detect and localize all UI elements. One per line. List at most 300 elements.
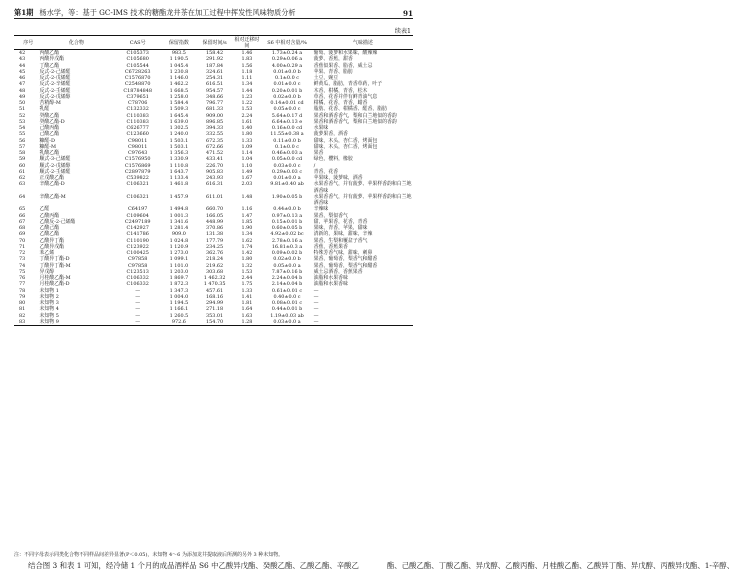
cell-odor: 果香，葡萄香，梨香气和醋香 bbox=[313, 256, 378, 263]
cell-cas: C2897879 bbox=[124, 168, 151, 175]
cell-relative-migration: 1.74 bbox=[241, 243, 253, 250]
cell-odor: 绿色，樱料，橡胶 bbox=[313, 156, 353, 163]
table-row bbox=[14, 181, 413, 194]
cell-relative-content: 0.46±0.03 a bbox=[271, 150, 303, 156]
cell-cas: — bbox=[135, 293, 141, 300]
cell-index: 52 bbox=[19, 112, 26, 119]
col-header-relative-migration: 相对迁移时间 bbox=[234, 36, 260, 49]
cell-index: 48 bbox=[19, 87, 26, 94]
cell-odor: 果香和酒香香气，梨和白兰地似的香韵 bbox=[313, 112, 397, 119]
cell-odor: — bbox=[313, 312, 319, 319]
cell-odor: 果香 bbox=[313, 150, 324, 156]
cell-retention-index: 1 258.0 bbox=[169, 93, 189, 100]
cell-retention-index: 1 457.9 bbox=[169, 193, 189, 200]
cell-retention-time: 370.86 bbox=[206, 225, 224, 231]
cell-retention-time: 394.33 bbox=[206, 125, 224, 131]
cell-relative-content: 1.19±0.03 ab bbox=[270, 312, 304, 319]
cell-odor: 青香，花香 bbox=[313, 168, 339, 175]
cell-relative-migration: 1.53 bbox=[241, 268, 253, 275]
col-header-odor: 气味描述 bbox=[313, 36, 413, 50]
cell-retention-time: 324.61 bbox=[206, 68, 224, 75]
cell-retention-index: 1 584.4 bbox=[169, 100, 189, 106]
cell-retention-time: 796.77 bbox=[206, 100, 224, 106]
cell-relative-content: 0.16±0.0 cd bbox=[271, 125, 303, 131]
cell-index: 49 bbox=[19, 93, 26, 100]
cell-compound: 月桂酸乙酯-D bbox=[39, 281, 70, 288]
cell-retention-time: 448.99 bbox=[206, 218, 224, 225]
cell-relative-content: 0.03±0.0 a bbox=[261, 319, 312, 326]
cell-retention-time: 332.55 bbox=[206, 131, 224, 138]
table-note: 注：不同字母表示同类化合物不同样品间差异显著(P＜0.05)，未知物 4～6 为添加龙井提取液后所测的另外 3 种未知物。 bbox=[14, 552, 284, 558]
cell-index: 61 bbox=[19, 168, 26, 175]
cell-retention-index: 1 190.5 bbox=[169, 56, 189, 63]
cell-compound: 辛酸乙酯-D bbox=[39, 181, 65, 188]
cell-relative-content: 0.14±0.01 cd bbox=[270, 100, 304, 106]
cell-compound: 乙酸反-2-己烯酯 bbox=[39, 218, 76, 225]
cell-index: 74 bbox=[19, 262, 26, 269]
cell-cas: C106321 bbox=[126, 193, 149, 200]
cell-relative-migration: 1.90 bbox=[241, 225, 253, 231]
cell-index: 53 bbox=[19, 118, 26, 125]
running-header bbox=[14, 4, 413, 19]
cell-index: 44 bbox=[19, 62, 26, 69]
cell-relative-migration: 1.40 bbox=[241, 125, 253, 131]
cell-retention-time: 291.92 bbox=[206, 56, 224, 63]
cell-index: 81 bbox=[19, 306, 26, 313]
cell-index: 83 bbox=[14, 319, 39, 326]
cell-cas: — bbox=[135, 312, 141, 319]
col-header-compound: 化合物 bbox=[39, 36, 115, 50]
cell-compound: 己酸乙酯 bbox=[39, 131, 60, 138]
cell-retention-index: 1 347.3 bbox=[169, 287, 189, 294]
cell-odor: 水果味 bbox=[313, 125, 329, 131]
cell-index: 77 bbox=[19, 281, 26, 288]
cell-index: 54 bbox=[19, 125, 26, 131]
cell-cas: C105373 bbox=[126, 50, 149, 56]
cell-odor: 油脂和水果香味 bbox=[313, 281, 348, 288]
cell-relative-content: 7.87±0.16 b bbox=[271, 268, 303, 275]
cell-retention-index: 1 203.0 bbox=[169, 268, 189, 275]
cell-retention-time: 433.41 bbox=[206, 156, 224, 163]
cell-relative-migration: 1.75 bbox=[241, 281, 253, 288]
cell-retention-index: 972.6 bbox=[161, 319, 197, 326]
cell-relative-migration: 1.48 bbox=[241, 193, 253, 200]
cell-cas: C6728263 bbox=[124, 68, 151, 75]
cell-relative-content: 0.01±0.0 a bbox=[273, 175, 301, 181]
cell-retention-index: 1 330.9 bbox=[169, 156, 189, 163]
table-header-row bbox=[14, 36, 413, 50]
cell-cas: C98011 bbox=[128, 137, 148, 144]
cell-cas: — bbox=[114, 319, 161, 326]
cell-retention-time: 234.25 bbox=[206, 243, 224, 250]
cell-compound: 顺式-2-戊烯醇 bbox=[39, 162, 71, 169]
cell-index: 58 bbox=[19, 150, 26, 156]
cell-cas: C98011 bbox=[128, 143, 148, 150]
cell-cas: C132332 bbox=[126, 106, 149, 113]
cell-retention-time: 616.51 bbox=[206, 81, 224, 88]
cell-retention-time: 362.76 bbox=[206, 250, 224, 256]
cell-relative-content: 0.05±0.0 a bbox=[273, 262, 301, 269]
cell-index: 62 bbox=[19, 175, 26, 181]
cell-retention-index: 1 230.8 bbox=[169, 68, 189, 75]
cell-relative-content: 0.60±0.05 b bbox=[271, 225, 303, 231]
cell-cas: C110383 bbox=[126, 112, 149, 119]
cell-odor: 果香，生梨和覆盆子香气 bbox=[313, 237, 368, 244]
cell-relative-migration: 1.63 bbox=[241, 312, 253, 319]
cell-retention-index: 1 494.8 bbox=[169, 206, 189, 213]
cell-index: 68 bbox=[19, 225, 26, 231]
cell-relative-content: 0.15±0.01 b bbox=[271, 218, 303, 225]
cell-cas: C105680 bbox=[126, 56, 149, 63]
cell-compound: 异戊醇 bbox=[39, 268, 55, 275]
cell-odor: — bbox=[313, 293, 319, 300]
cell-retention-index: 1 024.8 bbox=[169, 237, 189, 244]
cell-odor: 柑橘，花香，青香，蜡香 bbox=[313, 100, 368, 106]
cell-compound: 乳醛 bbox=[39, 106, 50, 113]
cell-compound: 己酸丙酯 bbox=[39, 125, 60, 131]
cell-cas: C110383 bbox=[126, 118, 149, 125]
cell-compound: 糠醛-D bbox=[39, 137, 55, 144]
table-row bbox=[14, 50, 413, 57]
cell-index: 82 bbox=[19, 312, 26, 319]
cell-retention-index: 1 004.0 bbox=[169, 293, 189, 300]
cell-odor: 鲜黄瓜，脂肪，青香草药，叶子 bbox=[313, 81, 383, 88]
cell-retention-time: 954.57 bbox=[206, 87, 224, 94]
cell-relative-content: 0.20±0.01 b bbox=[271, 87, 303, 94]
cell-compound: 丙酸异戊酯 bbox=[39, 56, 64, 63]
cell-retention-time: 166.05 bbox=[206, 212, 224, 219]
cell-retention-time: 243.93 bbox=[206, 175, 224, 181]
cell-relative-content: 2.78±0.16 a bbox=[271, 237, 303, 244]
cell-odor: 果香，葡萄香，梨香气和醋香 bbox=[313, 262, 378, 269]
cell-compound: 未知物 1 bbox=[39, 287, 59, 294]
cell-cas: C379651 bbox=[126, 93, 149, 100]
cell-odor: 威士忌酒香，香蕉果香 bbox=[313, 268, 363, 275]
cell-relative-migration: 1.14 bbox=[241, 150, 253, 156]
cell-index: 47 bbox=[19, 81, 26, 88]
cell-retention-time: 672.66 bbox=[206, 143, 224, 150]
cell-index: 43 bbox=[19, 56, 26, 63]
cell-odor: 草香，花香并伴有鲜青油气息 bbox=[313, 93, 378, 100]
cell-retention-index: 909.0 bbox=[171, 231, 186, 238]
cell-cas: C106332 bbox=[126, 275, 149, 281]
table-body bbox=[14, 50, 413, 326]
cell-index: 45 bbox=[19, 68, 26, 75]
cell-retention-time: 471.52 bbox=[206, 150, 224, 156]
cell-compound: 乙酸丙酯 bbox=[39, 212, 60, 219]
cell-retention-index: 1 509.3 bbox=[169, 106, 189, 113]
cell-index: 57 bbox=[19, 143, 26, 150]
cell-relative-content: 1.73±0.24 a bbox=[271, 50, 303, 56]
cell-retention-time: 611.01 bbox=[206, 193, 224, 200]
cell-relative-migration: 1.67 bbox=[241, 175, 253, 181]
cell-relative-content: 0.01±0.0 b bbox=[273, 68, 301, 75]
cell-cas: C109604 bbox=[126, 212, 149, 219]
cell-odor: 清新的，果味，甜味，辛辣 bbox=[313, 231, 373, 238]
cell-compound: 丁酸乙酯 bbox=[39, 62, 60, 69]
cell-odor: — bbox=[313, 300, 319, 306]
cell-odor: 菠萝果香，酒香 bbox=[313, 131, 348, 138]
cell-relative-content: 0.01±0.0 c bbox=[273, 81, 301, 88]
cell-retention-index: 1 273.0 bbox=[169, 250, 189, 256]
table-row bbox=[14, 194, 413, 207]
cell-retention-time: 303.68 bbox=[206, 268, 224, 275]
cell-retention-index: 1 146.0 bbox=[169, 75, 189, 81]
cell-relative-migration: 1.42 bbox=[241, 250, 253, 256]
cell-relative-migration: 1.28 bbox=[232, 319, 261, 326]
cell-relative-content: 0.29±0.06 a bbox=[271, 56, 303, 63]
cell-relative-migration: 2.24 bbox=[241, 112, 253, 119]
cell-index: 70 bbox=[19, 237, 26, 244]
cell-cas: C123922 bbox=[126, 243, 149, 250]
cell-relative-migration: 2.44 bbox=[241, 275, 253, 281]
cell-retention-time: 226.70 bbox=[206, 162, 224, 169]
cell-compound: 未知物 5 bbox=[39, 312, 59, 319]
cell-retention-index: 1 356.3 bbox=[169, 150, 189, 156]
cell-compound: 癸酸乙酯-D bbox=[39, 118, 65, 125]
cell-relative-migration: 1.83 bbox=[241, 56, 253, 63]
cell-relative-migration: 1.16 bbox=[241, 206, 253, 213]
cell-cas: C106321 bbox=[126, 181, 149, 188]
cell-index: 46 bbox=[19, 75, 26, 81]
cell-compound: 丙酸乙酯 bbox=[39, 50, 60, 56]
cell-relative-migration: 1.33 bbox=[241, 287, 253, 294]
cell-cas: C97858 bbox=[128, 256, 148, 263]
cell-relative-content: 0.44±0.01 b bbox=[271, 306, 303, 313]
cell-compound: 丁酸异丁酯-D bbox=[39, 256, 70, 263]
cell-index: 60 bbox=[19, 162, 26, 169]
cell-retention-time: 896.85 bbox=[206, 118, 224, 125]
cell-retention-index: 1 462.2 bbox=[169, 81, 189, 88]
compound-table bbox=[14, 35, 413, 326]
cell-relative-content: 1.90±0.05 b bbox=[271, 193, 303, 200]
cell-retention-index: 1 166.1 bbox=[169, 306, 189, 313]
cell-relative-content: 0.61±0.01 c bbox=[271, 287, 303, 294]
issue-number: 第1期 bbox=[14, 8, 34, 17]
cell-relative-content: 5.64±0.17 d bbox=[271, 112, 303, 119]
cell-compound: 乳酸乙酯 bbox=[39, 150, 60, 156]
cell-compound: 顺式-2-壬烯醛 bbox=[39, 168, 71, 175]
cell-relative-content: 6.64±0.13 e bbox=[271, 118, 303, 125]
cell-compound: 乙酸异戊酯 bbox=[39, 243, 64, 250]
cell-relative-content: 4.00±0.29 a bbox=[271, 62, 303, 69]
cell-relative-migration: 1.46 bbox=[241, 50, 253, 56]
cell-retention-index: 1 643.7 bbox=[169, 168, 189, 175]
cell-retention-index: 983.5 bbox=[171, 50, 186, 56]
cell-relative-migration: 1.47 bbox=[241, 212, 253, 219]
cell-odor: — bbox=[313, 287, 319, 294]
col-header-retention-index: 保留指数 bbox=[161, 36, 197, 50]
cell-relative-migration: 1.61 bbox=[241, 118, 253, 125]
cell-compound: 乙酸乙酯 bbox=[39, 231, 60, 238]
cell-odor: 特殊芳香气味，甜味，刺鼻 bbox=[313, 250, 373, 256]
cell-retention-index: 1 639.0 bbox=[169, 118, 189, 125]
cell-retention-index: 1 668.5 bbox=[169, 87, 189, 94]
cell-relative-content: 0.03±0.0 c bbox=[273, 162, 301, 169]
cell-odor: 甜味，木头，杏仁香，烤面包 bbox=[313, 143, 378, 150]
cell-retention-index: 1 461.8 bbox=[169, 181, 189, 188]
cell-compound: 苯乙烯 bbox=[39, 250, 55, 256]
cell-retention-time: 254.31 bbox=[206, 75, 224, 81]
cell-retention-time: 168.16 bbox=[206, 293, 224, 300]
cell-retention-index: 1 503.1 bbox=[169, 143, 189, 150]
cell-retention-index: 1 120.9 bbox=[169, 243, 189, 250]
cell-retention-time: 131.38 bbox=[206, 231, 224, 238]
cell-relative-content: 2.24±0.04 b bbox=[271, 275, 303, 281]
cell-retention-index: 1 101.0 bbox=[169, 262, 189, 269]
cell-retention-index: 1 001.3 bbox=[169, 212, 189, 219]
cell-odor: 土豆，豌豆 bbox=[313, 75, 339, 81]
cell-retention-index: 1 503.1 bbox=[169, 137, 189, 144]
cell-relative-content: 9.81±0.40 ab bbox=[270, 181, 304, 188]
cell-relative-migration: 1.41 bbox=[241, 293, 253, 300]
cell-compound: 乙酸己酯 bbox=[39, 225, 60, 231]
cell-odor: 菠萝、香蕉，甜香 bbox=[313, 56, 353, 63]
cell-index: 56 bbox=[19, 137, 26, 144]
cell-odor: 水果香香气，并有菠萝、苹果样香韵和白兰地酒香味 bbox=[313, 193, 412, 206]
cell-retention-index: 1 045.4 bbox=[169, 62, 189, 69]
cell-odor: 果味，青香，苹果，甜味 bbox=[313, 225, 368, 231]
cell-retention-time: 681.33 bbox=[206, 106, 224, 113]
cell-cas: C123660 bbox=[126, 131, 149, 138]
cell-index: 67 bbox=[19, 218, 26, 225]
cell-relative-migration: 1.34 bbox=[241, 231, 253, 238]
cell-compound: 丁酸异丁酯-M bbox=[39, 262, 71, 269]
cell-index: 71 bbox=[19, 243, 26, 250]
cell-index: 65 bbox=[19, 206, 26, 213]
cell-relative-content: 4.92±0.02 bc bbox=[270, 231, 304, 238]
cell-odor: 葡萄、菠萝和水果味，酸辣辣 bbox=[313, 50, 378, 56]
body-text bbox=[14, 561, 734, 570]
cell-relative-content: 0.09±0.02 b bbox=[271, 250, 303, 256]
cell-index: 72 bbox=[19, 250, 26, 256]
cell-index: 80 bbox=[19, 300, 26, 306]
cell-index: 50 bbox=[19, 100, 26, 106]
cell-index: 59 bbox=[19, 156, 26, 163]
cell-index: 66 bbox=[19, 212, 26, 219]
cell-cas: C106332 bbox=[126, 281, 149, 288]
cell-cas: — bbox=[135, 300, 141, 306]
cell-compound: 乙醛 bbox=[39, 206, 50, 213]
cell-relative-migration: 1.49 bbox=[241, 168, 253, 175]
cell-retention-time: 660.70 bbox=[206, 206, 224, 213]
cell-compound: 月桂酸乙酯-M bbox=[39, 275, 71, 281]
cell-cas: C626777 bbox=[126, 125, 149, 131]
cell-relative-migration: 1.56 bbox=[241, 62, 253, 69]
cell-index: 73 bbox=[19, 256, 26, 263]
cell-retention-index: 1 302.5 bbox=[169, 125, 189, 131]
cell-relative-content: 0.02±0.0 b bbox=[273, 256, 301, 263]
cell-relative-migration: 1.33 bbox=[241, 137, 253, 144]
cell-retention-time: 1 470.35 bbox=[203, 281, 226, 288]
cell-relative-content: 0.08±0.01 c bbox=[271, 300, 303, 306]
cell-relative-migration: 1.64 bbox=[241, 306, 253, 313]
cell-index: 64 bbox=[19, 193, 26, 200]
cell-retention-time: 154.70 bbox=[197, 319, 233, 326]
cell-odor: 水果香香气，并有菠萝、苹果样香韵和白兰地酒香味 bbox=[313, 181, 412, 194]
cell-cas: C105544 bbox=[126, 62, 149, 69]
cell-relative-content: 0.11±0.0 b bbox=[273, 137, 301, 144]
cell-cas: C97643 bbox=[128, 150, 148, 156]
cell-index: 55 bbox=[19, 131, 26, 138]
cell-retention-time: 909.00 bbox=[206, 112, 224, 119]
cell-relative-content: 0.1±0.0 c bbox=[275, 143, 299, 150]
cell-cas: C2548870 bbox=[124, 81, 151, 88]
cell-relative-content: 0.29±0.03 c bbox=[271, 168, 303, 175]
col-header-relative-content: S6 中相对含量/% bbox=[261, 36, 312, 50]
cell-odor: 辛辣味 bbox=[313, 206, 329, 213]
cell-compound: 糠醛-M bbox=[39, 143, 56, 150]
cell-relative-migration: 2.03 bbox=[241, 181, 253, 188]
cell-relative-migration: 1.32 bbox=[241, 262, 253, 269]
cell-index: 42 bbox=[19, 50, 26, 56]
col-header-index: 序号 bbox=[14, 36, 39, 50]
cell-odor: 苹果味，菠萝味，酒香 bbox=[313, 175, 363, 181]
cell-relative-migration: 1.80 bbox=[241, 131, 253, 138]
cell-retention-index: 1 341.6 bbox=[169, 218, 189, 225]
cell-compound: 顺式-3-己烯醛 bbox=[39, 156, 71, 163]
cell-odor: 苹果、青香、脂肪 bbox=[313, 68, 353, 75]
cell-retention-time: 616.31 bbox=[206, 181, 224, 188]
cell-cas: C2497189 bbox=[124, 218, 151, 225]
cell-retention-time: 348.66 bbox=[206, 93, 224, 100]
cell-compound: 反式-2-壬烯醛 bbox=[39, 87, 71, 94]
cell-relative-migration: 1.34 bbox=[241, 81, 253, 88]
cell-retention-index: 1 869.7 bbox=[169, 275, 189, 281]
cell-index: 76 bbox=[19, 275, 26, 281]
cell-relative-migration: 1.10 bbox=[241, 162, 253, 169]
table-continued-label: 续表1 bbox=[394, 28, 411, 35]
cell-relative-migration: 1.11 bbox=[241, 75, 253, 81]
cell-retention-time: 177.79 bbox=[206, 237, 224, 244]
cell-relative-content: 0.40±0.0 c bbox=[273, 293, 301, 300]
table-row bbox=[14, 319, 413, 326]
cell-odor: 甜，苹果香，花香，青香 bbox=[313, 218, 368, 225]
cell-compound: 未知物 3 bbox=[39, 300, 59, 306]
body-paragraph-right: 酯、己酸乙酯、丁酸乙酯、异戊醇、乙酸丙酯、月桂酸乙酯、乙酸异丁酯、异戊醇、丙酸异戊酯、1-辛醇、 bbox=[386, 561, 734, 570]
cell-compound: 反式-2-戊烯醛 bbox=[39, 75, 71, 81]
cell-odor: 果香和酒香香气，梨和白兰地似的香韵 bbox=[313, 118, 397, 125]
cell-odor: 香蕉似果香、脂香，威士忌 bbox=[313, 62, 373, 69]
cell-relative-migration: 1.85 bbox=[241, 218, 253, 225]
cell-relative-migration: 1.22 bbox=[241, 100, 253, 106]
cell-cas: C141786 bbox=[126, 231, 149, 238]
cell-relative-migration: 1.81 bbox=[241, 300, 253, 306]
cell-relative-content: 0.02±0.0 b bbox=[273, 93, 301, 100]
cell-relative-content: 11.55±0.38 a bbox=[270, 131, 304, 138]
cell-cas: C1576950 bbox=[124, 156, 151, 163]
cell-relative-migration: 1.23 bbox=[241, 93, 253, 100]
cell-odor: 香蕉，香蕉果香 bbox=[313, 243, 348, 250]
cell-retention-index: 1 872.3 bbox=[169, 281, 189, 288]
cell-relative-migration: 1.44 bbox=[241, 87, 253, 94]
cell-retention-time: 219.62 bbox=[206, 262, 224, 269]
cell-odor: — bbox=[313, 319, 413, 326]
cell-compound: 反式-2-辛烯醛 bbox=[39, 81, 71, 88]
cell-relative-migration: 1.04 bbox=[241, 156, 253, 163]
cell-index: 69 bbox=[19, 231, 26, 238]
cell-relative-migration: 1.53 bbox=[241, 106, 253, 113]
cell-retention-time: 672.35 bbox=[206, 137, 224, 144]
cell-relative-content: 0.97±0.13 a bbox=[271, 212, 303, 219]
cell-cas: C97858 bbox=[128, 262, 148, 269]
cell-odor: 甜味，木头，杏仁香，烤面包 bbox=[313, 137, 378, 144]
cell-retention-index: 1 099.1 bbox=[169, 256, 189, 263]
cell-retention-time: 294.99 bbox=[206, 300, 224, 306]
cell-retention-index: 1 645.4 bbox=[169, 112, 189, 119]
col-header-cas: CAS号 bbox=[114, 36, 161, 50]
cell-relative-content: 0.44±0.0 b bbox=[273, 206, 301, 213]
